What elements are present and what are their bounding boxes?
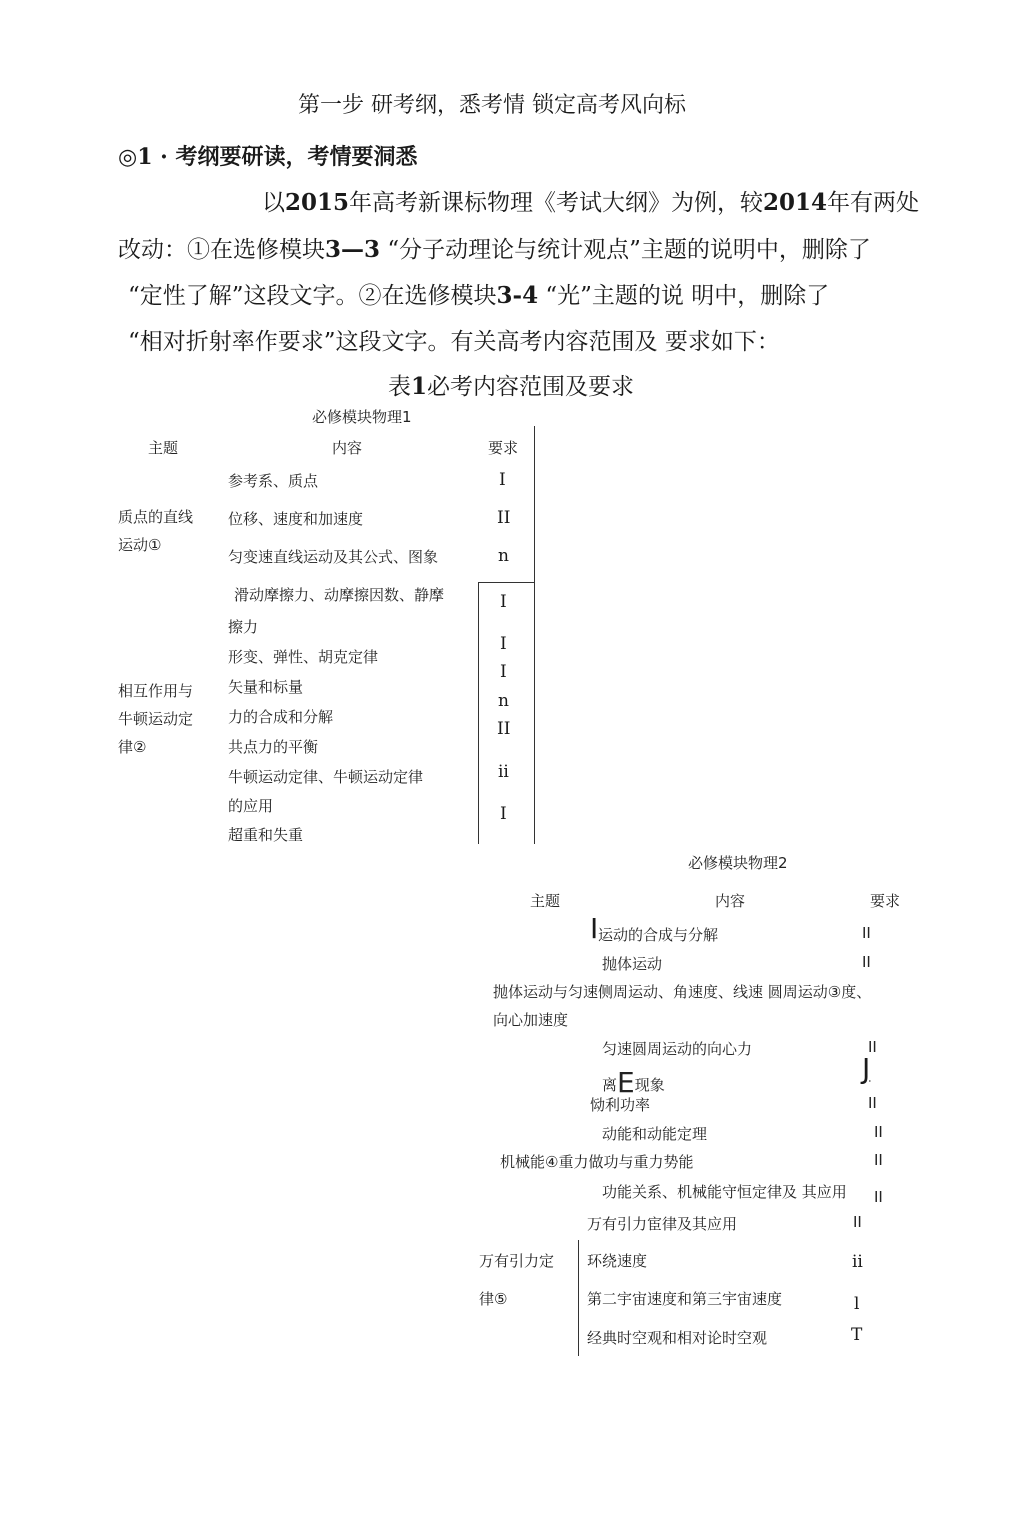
table1-content-9b: 的应用	[228, 797, 274, 815]
table2-content-12: 第二宇宙速度和第三宇宙速度	[587, 1290, 783, 1308]
table1-req-7: n	[498, 691, 509, 711]
table1-req-4: I	[500, 592, 507, 612]
table2-req-1: II	[862, 924, 871, 942]
table2-header-content: 内容	[715, 892, 746, 910]
table1-inner-border	[478, 582, 479, 844]
table1-content-9: 牛顿运动定律、牛顿运动定律	[228, 768, 424, 786]
table1-content-10: 超重和失重	[228, 826, 304, 844]
table1-right-border	[534, 426, 535, 844]
table1-content-3: 匀变速直线运动及其公式、图象	[228, 548, 439, 566]
table1-req-6: I	[500, 662, 507, 682]
table1-req-3: n	[498, 546, 509, 566]
table1-header-content: 内容	[332, 439, 363, 457]
table2-req-13: T	[851, 1325, 863, 1345]
table2-topic-b: 律⑤	[479, 1290, 508, 1308]
table2-content-3: 抛体运动与匀速侧周运动、角速度、线速 圆周运动③度、	[493, 983, 872, 1001]
table2-left-border	[578, 1240, 579, 1356]
page-heading: 第一步 研考纲，悉考情 锁定高考风向标	[298, 93, 686, 118]
table1-content-5: 形变、弹性、胡克定律	[228, 648, 379, 666]
table1-topic2-b: 牛顿运动定	[118, 710, 194, 728]
table1-content-1: 参考系、质点	[228, 472, 319, 490]
table1-req-2: II	[497, 508, 511, 528]
table2-content-4: 匀速圆周运动的向心力	[602, 1040, 753, 1058]
table2-content-2: 抛体运动	[602, 955, 663, 973]
table2-req-4: II	[868, 1038, 877, 1056]
table2-mark-e: E	[617, 1066, 635, 1099]
table-title: 表1必考内容范围及要求	[388, 373, 635, 400]
para-line-1: 以2015年高考新课标物理《考试大纲》为例，较2014年有两处	[262, 189, 920, 216]
table2-content-7: 动能和动能定理	[602, 1125, 708, 1143]
table2-content-8: 机械能④重力做功与重力势能	[500, 1153, 694, 1171]
table2-req-9: II	[874, 1188, 883, 1206]
table1-content-6: 矢量和标量	[228, 678, 304, 696]
table2-req-11: ii	[852, 1252, 863, 1272]
para-line-4: “相对折射率作要求”这段文字。有关高考内容范围及 要求如下：	[128, 329, 780, 355]
table2-content-10: 万有引力宦律及其应用	[587, 1215, 738, 1233]
table2-req-12: l	[854, 1294, 860, 1314]
table2-req-10: II	[853, 1213, 862, 1231]
table1-req-5: I	[500, 634, 507, 654]
table1-topic2-c: 律②	[118, 738, 147, 756]
table2-content-9: 功能关系、机械能守恒定律及 其应用	[602, 1183, 847, 1201]
table1-row-divider	[478, 582, 534, 583]
table1-content-7: 力的合成和分解	[228, 708, 334, 726]
table2-content-6: 恸利功率	[590, 1096, 651, 1114]
table2-req-2: II	[862, 953, 871, 971]
table1-topic1-a: 质点的直线	[118, 508, 194, 526]
table2-header-req: 要求	[870, 892, 901, 910]
table1-content-2: 位移、速度和加速度	[228, 510, 364, 528]
table2-req-6: II	[868, 1094, 877, 1112]
table2-caption: 必修模块物理2	[688, 854, 788, 872]
table2-req-8: II	[874, 1151, 883, 1169]
table2-content-5: 离E现象	[602, 1066, 665, 1099]
table2-mark-bar: I	[590, 912, 599, 945]
table2-content-11: 环绕速度	[587, 1252, 648, 1270]
table1-req-8: II	[497, 719, 511, 739]
table1-content-4b: 擦力	[228, 618, 259, 636]
table2-header-topic: 主题	[530, 892, 561, 910]
table1-req-1: I	[499, 470, 506, 490]
table2-req-7: II	[874, 1123, 883, 1141]
table1-req-10: I	[500, 804, 507, 824]
table1-caption: 必修模块物理1	[312, 408, 412, 426]
table2-topic-a: 万有引力定	[479, 1252, 555, 1270]
table1-content-4: 滑动摩擦力、动摩擦因数、静摩	[234, 586, 445, 604]
table1-topic2-a: 相互作用与	[118, 682, 194, 700]
table1-topic1-b: 运动①	[118, 536, 162, 554]
section-title: ◎1 · 考纲要研读，考情要洞悉	[118, 144, 418, 170]
para-line-2: 改动：①在选修模块3—3 “分子动理论与统计观点”主题的说明中，删除了	[118, 236, 871, 263]
table1-content-8: 共点力的平衡	[228, 738, 319, 756]
table2-content-1: 运动的合成与分解	[598, 926, 719, 944]
table2-content-3b: 向心加速度	[493, 1011, 569, 1029]
table1-header-req: 要求	[488, 439, 519, 457]
para-line-3: “定性了解”这段文字。②在选修模块3-4 “光”主题的说 明中，删除了	[128, 282, 830, 309]
table2-content-13: 经典时空观和相对论时空观	[587, 1329, 768, 1347]
table1-header-topic: 主题	[148, 439, 179, 457]
table1-req-9: ii	[498, 762, 509, 782]
table2-req-5: J	[862, 1052, 871, 1085]
